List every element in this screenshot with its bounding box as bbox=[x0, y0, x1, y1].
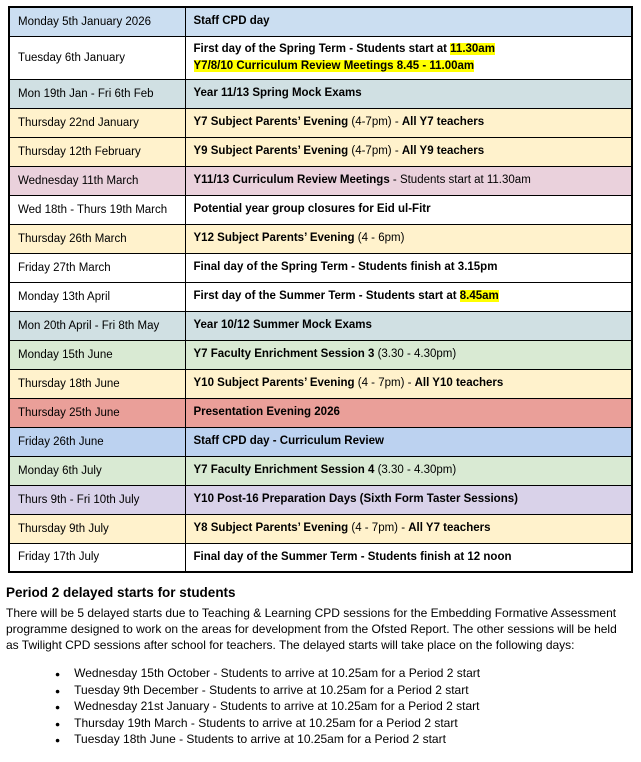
event-cell bbox=[185, 456, 632, 485]
event-text-segment: Y7 Subject Parents’ Evening bbox=[193, 116, 349, 128]
date-cell: Monday 13th April bbox=[9, 282, 185, 311]
paragraph-line: as Twilight CPD sessions after school for teachers. The delayed starts will take place on the following days: bbox=[6, 638, 575, 652]
delayed-starts-list bbox=[6, 666, 638, 749]
table-row bbox=[9, 224, 632, 253]
event-text-segment: Y8 Subject Parents’ Evening bbox=[193, 522, 349, 534]
event-cell bbox=[185, 166, 632, 195]
event-text-segment: Y12 Subject Parents’ Evening bbox=[193, 232, 355, 244]
event-line bbox=[194, 143, 624, 160]
date-cell: Thursday 22nd January bbox=[9, 108, 185, 137]
date-cell: Monday 5th January 2026 bbox=[9, 7, 185, 36]
event-line bbox=[194, 114, 624, 131]
event-line bbox=[194, 58, 624, 75]
event-text-segment: Final day of the Summer Term - Students finish at 12 noon bbox=[193, 550, 512, 563]
event-text-segment: All Y9 teachers bbox=[401, 145, 485, 157]
event-cell bbox=[185, 79, 632, 108]
date-cell: Mon 20th April - Fri 8th May bbox=[9, 311, 185, 340]
event-text-segment: (4 - 6pm) bbox=[354, 232, 405, 244]
table-row bbox=[9, 485, 632, 514]
table-row bbox=[9, 311, 632, 340]
table-row bbox=[9, 369, 632, 398]
list-item bbox=[55, 732, 638, 749]
bullet-icon: ● bbox=[55, 685, 61, 696]
event-text-segment: All Y10 teachers bbox=[414, 377, 504, 389]
calendar-table-body bbox=[9, 7, 632, 572]
date-cell: Wednesday 11th March bbox=[9, 166, 185, 195]
date-cell: Monday 15th June bbox=[9, 340, 185, 369]
event-text-segment: Y10 Subject Parents’ Evening bbox=[193, 377, 355, 389]
event-text-segment: (4-7pm) - bbox=[348, 116, 402, 128]
event-line bbox=[194, 317, 624, 334]
table-row bbox=[9, 7, 632, 36]
event-cell bbox=[185, 311, 632, 340]
event-line bbox=[194, 288, 624, 305]
date-cell: Wed 18th - Thurs 19th March bbox=[9, 195, 185, 224]
date-cell: Friday 27th March bbox=[9, 253, 185, 282]
event-cell bbox=[185, 340, 632, 369]
date-cell: Mon 19th Jan - Fri 6th Feb bbox=[9, 79, 185, 108]
event-text-segment: Y11/13 Curriculum Review Meetings bbox=[193, 174, 390, 186]
event-text-segment: Y7 Faculty Enrichment Session 3 bbox=[193, 348, 375, 360]
event-cell bbox=[185, 137, 632, 166]
paragraph-line: There will be 5 delayed starts due to Teaching & Learning CPD sessions for the Embedding Formative Assessment bbox=[6, 606, 617, 620]
table-row bbox=[9, 514, 632, 543]
intro-paragraph bbox=[6, 605, 638, 653]
event-text-segment: Staff CPD day bbox=[193, 15, 270, 28]
event-text-segment: Y9 Subject Parents’ Evening bbox=[193, 145, 349, 157]
event-text-segment: Y10 Post-16 Preparation Days (Sixth Form Taster Sessions) bbox=[193, 493, 518, 505]
date-cell: Friday 26th June bbox=[9, 427, 185, 456]
delayed-starts-section bbox=[6, 585, 638, 749]
date-cell: Thursday 12th February bbox=[9, 137, 185, 166]
date-cell: Thursday 25th June bbox=[9, 398, 185, 427]
event-text-segment: 11.30am bbox=[450, 42, 495, 55]
bullet-text: Tuesday 9th December - Students to arrive at 10.25am for a Period 2 start bbox=[74, 682, 469, 697]
table-row bbox=[9, 398, 632, 427]
event-text-segment: Year 11/13 Spring Mock Exams bbox=[193, 87, 362, 99]
event-cell bbox=[185, 282, 632, 311]
event-cell bbox=[185, 543, 632, 572]
date-cell: Friday 17th July bbox=[9, 543, 185, 572]
event-cell bbox=[185, 108, 632, 137]
date-cell: Thursday 9th July bbox=[9, 514, 185, 543]
event-line bbox=[194, 41, 624, 58]
event-text-segment: Y7/8/10 Curriculum Review Meetings 8.45 - 11.00am bbox=[193, 59, 475, 72]
table-row bbox=[9, 340, 632, 369]
event-text-segment: Staff CPD day - Curriculum Review bbox=[193, 435, 384, 447]
event-text-segment: First day of the Spring Term - Students start at bbox=[193, 42, 451, 55]
event-text-segment: (3.30 - 4.30pm) bbox=[374, 348, 457, 360]
bullet-text: Tuesday 18th June - Students to arrive at 10.25am for a Period 2 start bbox=[74, 732, 446, 746]
table-row bbox=[9, 195, 632, 224]
document-page bbox=[0, 6, 641, 749]
table-row bbox=[9, 427, 632, 456]
event-line bbox=[194, 201, 624, 218]
event-text-segment: (4 - 7pm) - bbox=[354, 377, 415, 389]
table-row bbox=[9, 282, 632, 311]
table-row bbox=[9, 166, 632, 195]
event-line bbox=[194, 520, 624, 537]
event-cell bbox=[185, 36, 632, 79]
event-text-segment: Y7 Faculty Enrichment Session 4 bbox=[193, 464, 375, 476]
bullet-icon: ● bbox=[55, 669, 61, 679]
bullet-text: Thursday 19th March - Students to arrive at 10.25am for a Period 2 start bbox=[74, 715, 458, 730]
table-row bbox=[9, 79, 632, 108]
event-cell bbox=[185, 195, 632, 224]
event-line bbox=[194, 230, 624, 247]
event-line bbox=[194, 259, 624, 276]
list-item bbox=[55, 683, 638, 700]
event-line bbox=[194, 375, 624, 392]
table-row bbox=[9, 137, 632, 166]
event-line bbox=[194, 462, 624, 479]
date-cell: Tuesday 6th January bbox=[9, 36, 185, 79]
bullet-text: Wednesday 15th October - Students to arrive at 10.25am for a Period 2 start bbox=[74, 666, 481, 680]
list-item bbox=[55, 666, 638, 683]
bullet-icon: ● bbox=[55, 718, 61, 729]
event-line bbox=[194, 346, 624, 363]
event-line bbox=[194, 172, 624, 189]
event-text-segment: First day of the Summer Term - Students start at bbox=[193, 290, 460, 302]
event-text-segment: 8.45am bbox=[459, 290, 499, 302]
date-cell: Monday 6th July bbox=[9, 456, 185, 485]
table-row bbox=[9, 108, 632, 137]
event-cell bbox=[185, 253, 632, 282]
date-cell: Thursday 18th June bbox=[9, 369, 185, 398]
event-line bbox=[194, 13, 624, 30]
section-heading: Period 2 delayed starts for students bbox=[6, 585, 236, 600]
table-row bbox=[9, 36, 632, 79]
event-text-segment: Final day of the Spring Term - Students finish at 3.15pm bbox=[193, 261, 498, 273]
event-cell bbox=[185, 398, 632, 427]
event-cell bbox=[185, 7, 632, 36]
event-text-segment: Potential year group closures for Eid ul-Fitr bbox=[193, 203, 431, 215]
event-cell bbox=[185, 224, 632, 253]
event-cell bbox=[185, 514, 632, 543]
event-text-segment: (4-7pm) - bbox=[348, 145, 402, 157]
event-cell bbox=[185, 369, 632, 398]
event-text-segment: Presentation Evening 2026 bbox=[193, 406, 340, 418]
event-cell bbox=[185, 485, 632, 514]
bullet-text: Wednesday 21st January - Students to arrive at 10.25am for a Period 2 start bbox=[74, 699, 480, 713]
event-line bbox=[194, 549, 624, 566]
event-line bbox=[194, 433, 624, 450]
event-text-segment: (3.30 - 4.30pm) bbox=[374, 464, 457, 476]
event-text-segment: Year 10/12 Summer Mock Exams bbox=[193, 319, 372, 331]
bullet-icon: ● bbox=[55, 735, 61, 745]
event-line bbox=[194, 491, 624, 508]
bullet-icon: ● bbox=[55, 702, 61, 712]
event-text-segment: All Y7 teachers bbox=[408, 522, 491, 534]
event-cell bbox=[185, 427, 632, 456]
list-item bbox=[55, 699, 638, 716]
calendar-table bbox=[8, 6, 633, 573]
table-row bbox=[9, 456, 632, 485]
event-text-segment: All Y7 teachers bbox=[401, 116, 485, 128]
event-line bbox=[194, 404, 624, 421]
paragraph-line: programme designed to work on the areas for development from the Ofsted Report. The other sessions will be held bbox=[6, 622, 617, 636]
date-cell: Thurs 9th - Fri 10th July bbox=[9, 485, 185, 514]
event-text-segment: - Students start at 11.30am bbox=[389, 174, 531, 186]
event-text-segment: (4 - 7pm) - bbox=[348, 522, 409, 534]
list-item bbox=[55, 716, 638, 733]
date-cell: Thursday 26th March bbox=[9, 224, 185, 253]
table-row bbox=[9, 253, 632, 282]
table-row bbox=[9, 543, 632, 572]
event-line bbox=[194, 85, 624, 102]
